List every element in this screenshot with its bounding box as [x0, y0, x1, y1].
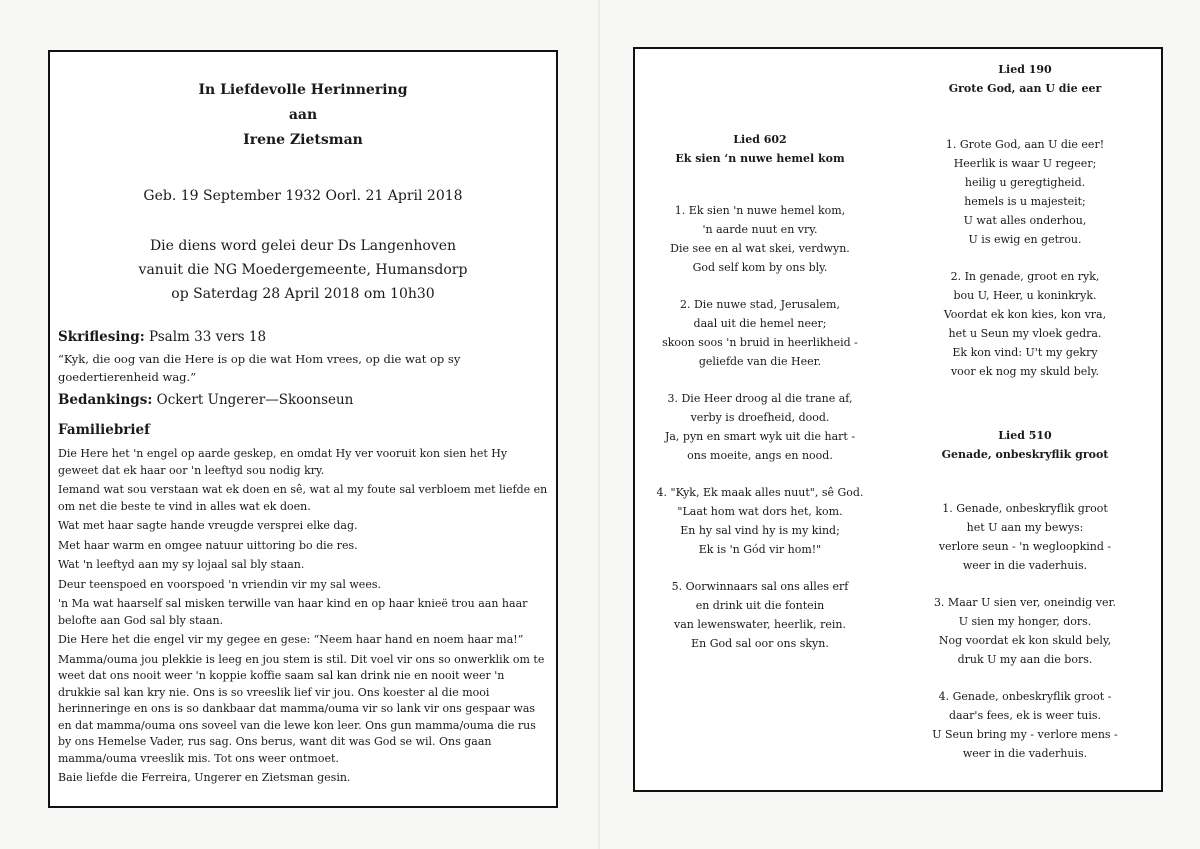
verse-line: 1. Ek sien 'n nuwe hemel kom,	[674, 204, 846, 217]
hymn-title: Ek sien ‘n nuwe hemel kom	[675, 152, 845, 165]
verse-line: hemels is u majesteit;	[964, 195, 1086, 208]
verse-line: Voordat ek kon kies, kon vra,	[943, 308, 1107, 321]
scripture-quote: “Kyk, die oog van die Here is op die wat Hom vrees, op die wat op sy goedertierenheid wag.”	[58, 352, 461, 384]
verse-line: verlore seun - 'n wegloopkind -	[938, 540, 1112, 553]
reading-value: Psalm 33 vers 18	[149, 329, 267, 345]
letter-paragraph: Die Here het 'n engel op aarde geskep, en omdat Hy ver vooruit kon sien het Hy geweet dat ek haar oor 'n leeftyd sou nodig kry.	[58, 447, 508, 477]
service-info	[50, 234, 556, 306]
verse-line: 3. Maar U sien ver, oneindig ver.	[933, 596, 1117, 609]
verse-line: 1. Grote God, aan U die eer!	[945, 138, 1105, 151]
hymns-panel	[633, 47, 1163, 792]
letter-paragraph: Wat met haar sagte hande vreugde versprei elke dag.	[58, 519, 358, 533]
service-line: vanuit die NG Moedergemeente, Humansdorp	[138, 262, 468, 278]
hymn-verse	[905, 593, 1145, 669]
letter-paragraph: Baie liefde die Ferreira, Ungerer en Zietsman gesin.	[58, 771, 351, 785]
verse-line: verby is droefheid, dood.	[690, 411, 830, 424]
verse-line: bou U, Heer, u koninkryk.	[953, 289, 1097, 302]
reading-section	[58, 327, 548, 410]
verse-line: het u Seun my vloek gedra.	[948, 327, 1102, 340]
verse-line: weer in die vaderhuis.	[962, 747, 1088, 760]
verse-line: U Seun bring my - verlore mens -	[932, 728, 1118, 741]
hymn-602	[645, 133, 875, 653]
family-letter	[58, 420, 548, 790]
verse-line: voor ek nog my skuld bely.	[950, 365, 1100, 378]
thanks-value: Ockert Ungerer—Skoonseun	[156, 391, 354, 408]
letter-paragraph: Met haar warm en omgee natuur uittoring bo die res.	[58, 538, 358, 552]
hymn-verse	[645, 201, 875, 277]
hymn-510	[905, 429, 1145, 763]
thanks-label: Bedankings:	[58, 391, 153, 408]
service-line: Die diens word gelei deur Ds Langenhoven	[149, 238, 457, 254]
hymn-190	[905, 63, 1145, 381]
hymn-verse	[645, 577, 875, 653]
hymn-number: Lied 602	[733, 133, 787, 146]
hymn-number: Lied 190	[998, 63, 1052, 76]
reading-label: Skriflesing:	[58, 329, 145, 345]
verse-line: 2. In genade, groot en ryk,	[950, 270, 1100, 283]
verse-line: Die see en al wat skei, verdwyn.	[670, 242, 850, 255]
verse-line: ons moeite, angs en nood.	[687, 449, 833, 462]
verse-line: Ek kon vind: U't my gekry	[952, 346, 1098, 359]
verse-line: God self kom by ons bly.	[692, 261, 828, 274]
verse-line: Ja, pyn en smart wyk uit die hart -	[664, 430, 856, 443]
verse-line: 4. "Kyk, Ek maak alles nuut", sê God.	[656, 486, 864, 499]
verse-line: geliefde van die Heer.	[698, 355, 822, 368]
hymn-verse	[905, 135, 1145, 249]
hymn-verse	[645, 483, 875, 559]
verse-line: "Laat hom wat dors het, kom.	[677, 505, 843, 518]
verse-line: U is ewig en getrou.	[968, 233, 1082, 246]
verse-line: 4. Genade, onbeskryflik groot -	[938, 690, 1112, 703]
deceased-name: Irene Zietsman	[243, 132, 363, 148]
verse-line: daal uit die hemel neer;	[693, 317, 827, 330]
verse-line: druk U my aan die bors.	[957, 653, 1093, 666]
life-dates: Geb. 19 September 1932 Oorl. 21 April 2018	[143, 188, 463, 204]
verse-line: weer in die vaderhuis.	[962, 559, 1088, 572]
verse-line: het U aan my bewys:	[966, 521, 1084, 534]
verse-line: Ek is 'n Gód vir hom!"	[698, 543, 822, 556]
hymn-title: Grote God, aan U die eer	[948, 82, 1102, 95]
verse-line: Heerlik is waar U regeer;	[953, 157, 1097, 170]
hymn-verse	[905, 267, 1145, 381]
letter-paragraph: Die Here het die engel vir my gegee en gese: “Neem haar hand en noem haar ma!”	[58, 633, 524, 647]
verse-line: 5. Oorwinnaars sal ons alles erf	[671, 580, 849, 593]
verse-line: 2. Die nuwe stad, Jerusalem,	[679, 298, 840, 311]
hymn-number: Lied 510	[998, 429, 1052, 442]
verse-line: heilig u geregtigheid.	[964, 176, 1086, 189]
letter-paragraph: 'n Ma wat haarself sal misken terwille van haar kind en op haar knieë trou aan haar belofte aan God sal bly staan.	[58, 597, 528, 627]
letter-paragraph: Mamma/ouma jou plekkie is leeg en jou stem is stil. Dit voel vir ons so onwerklik om te weet dat ons nooit weer 'n koppie koffie saam sal kan drink nie en nooit weer 'n drukkie sal kan kry nie. Ons is so vreeslik lief vir jou. Ons koester al die mooi herinneringe en ons is so dankbaar dat mamma/ouma vir so lank vir ons gespaar was en dat mamma/ouma ons soveel van die lewe kon leer. Ons gun mamma/ouma die rus by ons Hemelse Vader, rus sag. Ons berus, want dit was God se wil. Ons gaan mamma/ouma vreeslik mis. Tot ons weer ontmoet.	[58, 652, 545, 765]
hymn-title: Genade, onbeskryflik groot	[941, 448, 1109, 461]
letter-paragraph: Deur teenspoed en voorspoed 'n vriendin vir my sal wees.	[58, 577, 381, 591]
verse-line: skoon soos 'n bruid in heerlikheid -	[662, 336, 858, 349]
memorial-panel	[48, 50, 558, 808]
verse-line: En God sal oor ons skyn.	[691, 637, 829, 650]
hymn-verse	[645, 295, 875, 371]
verse-line: 'n aarde nuut en vry.	[702, 223, 818, 236]
verse-line: 1. Genade, onbeskryflik groot	[942, 502, 1108, 515]
letter-title: Familiebrief	[58, 422, 150, 438]
letter-paragraph: Iemand wat sou verstaan wat ek doen en sê, wat al my foute sal verbloem met liefde en om net die beste te vind in alles wat ek doen.	[58, 483, 548, 513]
verse-line: U sien my honger, dors.	[958, 615, 1092, 628]
verse-line: Nog voordat ek kon skuld bely,	[938, 634, 1112, 647]
verse-line: 3. Die Heer droog al die trane af,	[667, 392, 853, 405]
verse-line: U wat alles onderhou,	[963, 214, 1087, 227]
heading-memory: In Liefdevolle Herinnering	[198, 82, 408, 98]
hymn-verse	[905, 687, 1145, 763]
verse-line: En hy sal vind hy is my kind;	[680, 524, 840, 537]
hymn-verse	[905, 499, 1145, 575]
page-fold	[598, 0, 600, 849]
verse-line: daar's fees, ek is weer tuis.	[949, 709, 1101, 722]
verse-line: en drink uit die fontein	[695, 599, 825, 612]
letter-paragraph: Wat 'n leeftyd aan my sy lojaal sal bly staan.	[58, 558, 305, 572]
heading-to: aan	[288, 107, 318, 123]
service-line: op Saterdag 28 April 2018 om 10h30	[171, 286, 435, 302]
title-block	[50, 82, 556, 148]
verse-line: van lewenswater, heerlik, rein.	[674, 618, 846, 631]
hymn-verse	[645, 389, 875, 465]
